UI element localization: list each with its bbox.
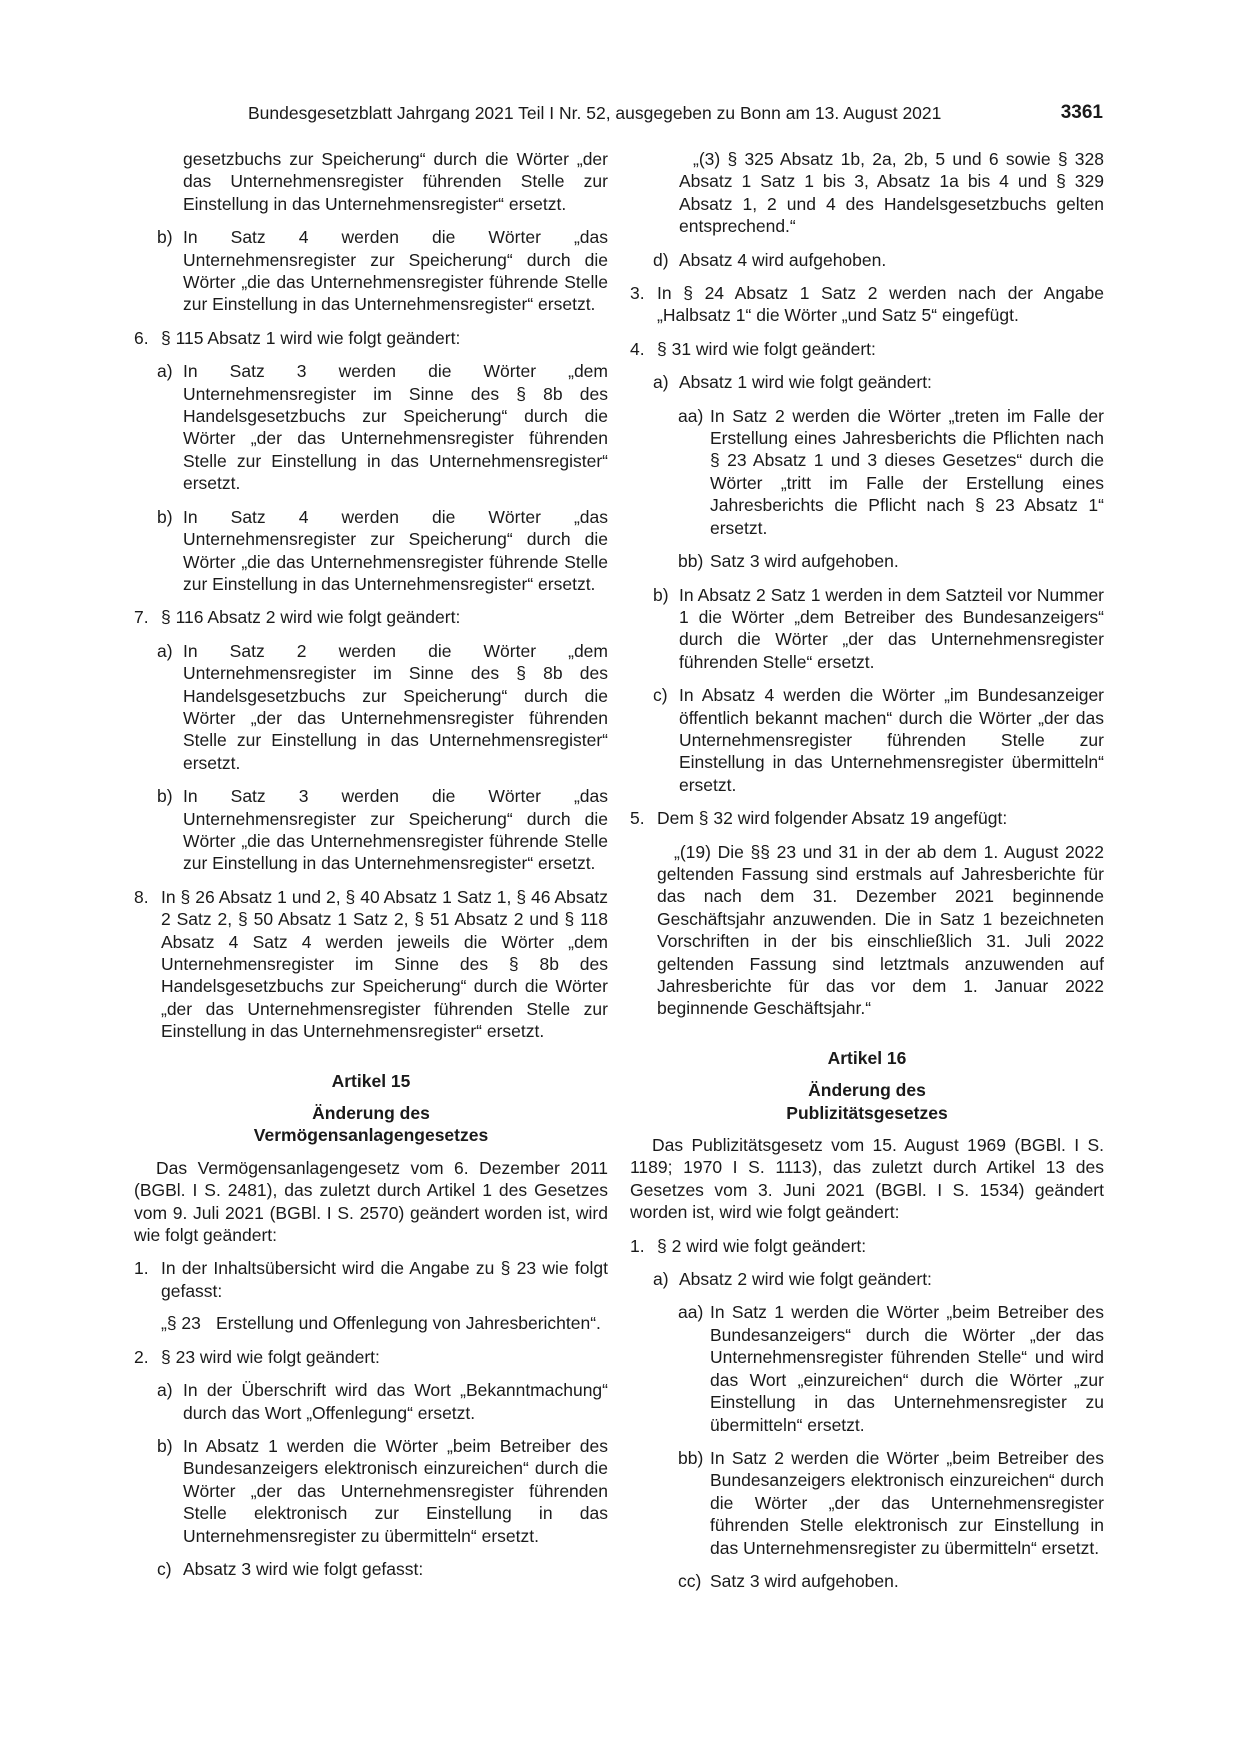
list-item [630,807,1104,829]
article-title [630,1079,1104,1124]
page-header [248,100,1103,126]
item-marker: b) [157,506,173,527]
item-text: In § 24 Absatz 1 Satz 2 werden nach der Angabe „Halbsatz 1“ die Wörter „und Satz 5“ eingefügt. [657,283,1104,326]
item-text: § 115 Absatz 1 wird wie folgt geändert: [161,327,461,348]
list-item [134,640,608,774]
item-text: Absatz 4 wird aufgehoben. [679,249,887,270]
item-text: In der Überschrift wird das Wort „Bekanntmachung“ durch das Wort „Offenlegung“ ersetzt. [183,1380,608,1423]
list-item [630,550,1104,572]
item-marker: a) [157,640,173,661]
item-marker: c) [653,685,668,706]
item-text: Absatz 3 wird wie folgt gefasst: [183,1558,424,1579]
item-marker: a) [157,361,173,382]
header-title: Bundesgesetzblatt Jahrgang 2021 Teil I Nr. 52, ausgegeben zu Bonn am 13. August 2021 [248,103,942,123]
item-marker: aa) [678,1302,704,1323]
item-text: § 2 wird wie folgt geändert: [657,1235,867,1256]
list-item [134,606,608,628]
list-item [134,360,608,494]
continued-text: gesetzbuchs zur Speicherung“ durch die Wörter „der das Unternehmensregister führenden Stelle zur Einstellung in das Unternehmensregister“ ersetzt. [183,149,608,214]
left-column [134,148,608,1580]
item-marker: 4. [630,338,645,359]
item-marker: a) [653,372,669,393]
item-text: Erstellung und Offenlegung von Jahresberichten“. [216,1313,601,1334]
item-text: In Satz 3 werden die Wörter „das Unternehmensregister zur Speicherung“ durch die Wörter „die das Unternehmensregister führende Stelle zur Einstellung in das Unternehmensregister“ ersetzt. [183,786,608,874]
item-marker: a) [653,1269,669,1290]
list-item [630,338,1104,360]
item-marker: „§ 23 [161,1313,201,1334]
quoted-heading [134,1312,608,1334]
item-marker: 1. [134,1258,149,1279]
item-text: Satz 3 wird aufgehoben. [710,1570,899,1591]
right-column [630,148,1104,1592]
item-text: In Absatz 1 werden die Wörter „beim Betreiber des Bundesanzeigers elektronisch einzureichen“ durch die Wörter „der das Unternehmensregister führenden Stelle elektronisch zur Einstellung in das Unternehmensregister zu übermitteln“ ersetzt. [183,1435,608,1546]
article-title-line: Vermögensanlagengesetzes [253,1125,489,1146]
article-title-line: Änderung des [808,1080,926,1101]
list-item [134,1435,608,1547]
item-marker: b) [157,786,173,807]
item-text: In Absatz 4 werden die Wörter „im Bundesanzeiger öffentlich bekannt machen“ durch die Wörter „der das Unternehmensregister führenden Stelle zur Einstellung in das Unternehmensregister übermitteln“ ersetzt. [679,685,1104,795]
list-item [630,1301,1104,1435]
list-item [134,327,608,349]
item-text: § 23 wird wie folgt geändert: [161,1346,380,1367]
item-marker: 8. [134,886,149,907]
item-text: In Satz 2 werden die Wörter „treten im Falle der Erstellung eines Jahresberichts die Pflichten nach § 23 Absatz 1 und 3 dieses Gesetzes“ durch die Wörter „tritt im Falle der Erstellung eines Jahresberichts die Pflicht nach § 23 Absatz 1“ ersetzt. [710,405,1104,538]
list-item [630,1570,1104,1592]
item-text: § 116 Absatz 2 wird wie folgt geändert: [161,607,461,628]
item-marker: b) [157,227,173,248]
list-item [134,226,608,316]
item-text: In Satz 4 werden die Wörter „das Unternehmensregister zur Speicherung“ durch die Wörter „die das Unternehmensregister führende Stelle zur Einstellung in das Unternehmensregister“ ersetzt. [183,227,608,315]
list-item [630,684,1104,796]
list-item [630,371,1104,393]
item-marker: 5. [630,808,645,829]
list-item [630,1447,1104,1559]
list-item [630,282,1104,327]
item-text: § 31 wird wie folgt geändert: [657,338,876,359]
item-text: In Satz 1 werden die Wörter „beim Betreiber des Bundesanzeigers“ durch die Wörter „der das Unternehmensregister führenden Stelle“ und wird das Wort „einzureichen“ durch die Wörter „zur Einstellung in das Unternehmensregister zu übermitteln“ ersetzt. [710,1302,1104,1435]
item-marker: bb) [678,551,704,572]
list-item [630,1235,1104,1257]
list-item [134,1257,608,1302]
item-text: Satz 3 wird aufgehoben. [710,551,899,572]
item-marker: b) [157,1435,173,1456]
item-text: Absatz 1 wird wie folgt geändert: [679,372,932,393]
list-item [630,249,1104,271]
item-marker: 3. [630,283,645,304]
item-text: In Satz 4 werden die Wörter „das Unternehmensregister zur Speicherung“ durch die Wörter „die das Unternehmensregister führende Stelle zur Einstellung in das Unternehmensregister“ ersetzt. [183,506,608,594]
list-item [134,506,608,596]
list-item [134,785,608,875]
item-marker: c) [157,1558,172,1579]
item-text: In Satz 2 werden die Wörter „dem Unternehmensregister im Sinne des § 8b des Handelsgesetzbuchs zur Speicherung“ durch die Wörter „der das Unternehmensregister führenden Stelle zur Einstellung in das Unternehmensregister“ ersetzt. [183,640,608,773]
item-marker: cc) [678,1570,702,1591]
item-text: In Absatz 2 Satz 1 werden in dem Satzteil vor Nummer 1 die Wörter „dem Betreiber des Bundesanzeigers“ durch die Wörter „der das Unternehmensregister führenden Stelle“ ersetzt. [679,584,1104,672]
item-text: Absatz 2 wird wie folgt geändert: [679,1269,932,1290]
article-title [134,1102,608,1147]
item-marker: 7. [134,607,149,628]
article-title-line: Änderung des [312,1103,430,1124]
item-text: In § 26 Absatz 1 und 2, § 40 Absatz 1 Satz 1, § 46 Absatz 2 Satz 2, § 50 Absatz 1 Satz 2, § 51 Absatz 2 und § 118 Absatz 4 Satz 4 werden jeweils die Wörter „dem Unternehmensregister im Sinne des § 8b des Handelsgesetzbuchs zur Speicherung“ durch die Wörter „der das Unternehmensregister führenden Stelle zur Einstellung in das Unternehmensregister“ ersetzt. [161,886,608,1042]
list-item [630,1268,1104,1290]
item-marker: bb) [678,1447,704,1468]
list-item [134,886,608,1043]
item-text: In Satz 3 werden die Wörter „dem Unternehmensregister im Sinne des § 8b des Handelsgesetzbuchs zur Speicherung“ durch die Wörter „der das Unternehmensregister führenden Stelle zur Einstellung in das Unternehmensregister“ ersetzt. [183,361,608,494]
item-marker: d) [653,249,669,270]
list-item [134,1346,608,1368]
quoted-paragraph: „(19) Die §§ 23 und 31 in der ab dem 1. August 2022 geltenden Fassung sind erstmals auf Jahresberichte für das nach dem 31. Dezember 2021 beginnende Geschäftsjahr anzuwenden. Die in Satz 1 bezeichneten Vorschriften in der bis einschließlich 31. Juli 2022 geltenden Fassung sind letztmals anzuwenden auf Jahresberichte für das vor dem 1. Januar 2022 beginnende Geschäftsjahr.“ [657,841,1104,1019]
article-title-line: Publizitätsgesetzes [786,1102,948,1123]
item-marker: 2. [134,1346,149,1367]
list-item [134,1558,608,1580]
quoted-paragraph: „(3) § 325 Absatz 1b, 2a, 2b, 5 und 6 sowie § 328 Absatz 1 Satz 1 bis 3, Absatz 1a bis 4 und § 329 Absatz 1, 2 und 4 des Handelsgesetzbuchs gelten entsprechend.“ [679,149,1104,237]
item-marker: aa) [678,405,704,426]
item-marker: 1. [630,1235,645,1256]
item-marker: 6. [134,327,149,348]
article-intro: Das Vermögensanlagengesetz vom 6. Dezember 2011 (BGBl. I S. 2481), das zuletzt durch Artikel 1 des Gesetzes vom 9. Juli 2021 (BGBl. I S. 2570) geändert worden ist, wird wie folgt geändert: [134,1157,608,1246]
item-marker: a) [157,1380,173,1401]
article-intro: Das Publizitätsgesetz vom 15. August 1969 (BGBl. I S. 1189; 1970 I S. 1113), das zuletzt durch Artikel 13 des Gesetzes vom 3. Juni 2021 (BGBl. I S. 1534) geändert worden ist, wird wie folgt geändert: [630,1135,1104,1223]
page-number: 3361 [1060,102,1103,123]
list-item [134,1379,608,1424]
article-number: Artikel 16 [827,1047,907,1068]
list-item [630,584,1104,674]
list-item [630,405,1104,539]
article-number: Artikel 15 [331,1070,411,1091]
item-marker: b) [653,584,669,605]
item-text: In Satz 2 werden die Wörter „beim Betreiber des Bundesanzeigers elektronisch einzureichen“ durch die Wörter „der das Unternehmensregister führenden Stelle elektronisch zur Einstellung in das Unternehmensregister zu übermitteln“ ersetzt. [710,1447,1104,1558]
item-text: Dem § 32 wird folgender Absatz 19 angefügt: [657,808,1008,829]
item-text: In der Inhaltsübersicht wird die Angabe zu § 23 wie folgt gefasst: [161,1258,608,1301]
